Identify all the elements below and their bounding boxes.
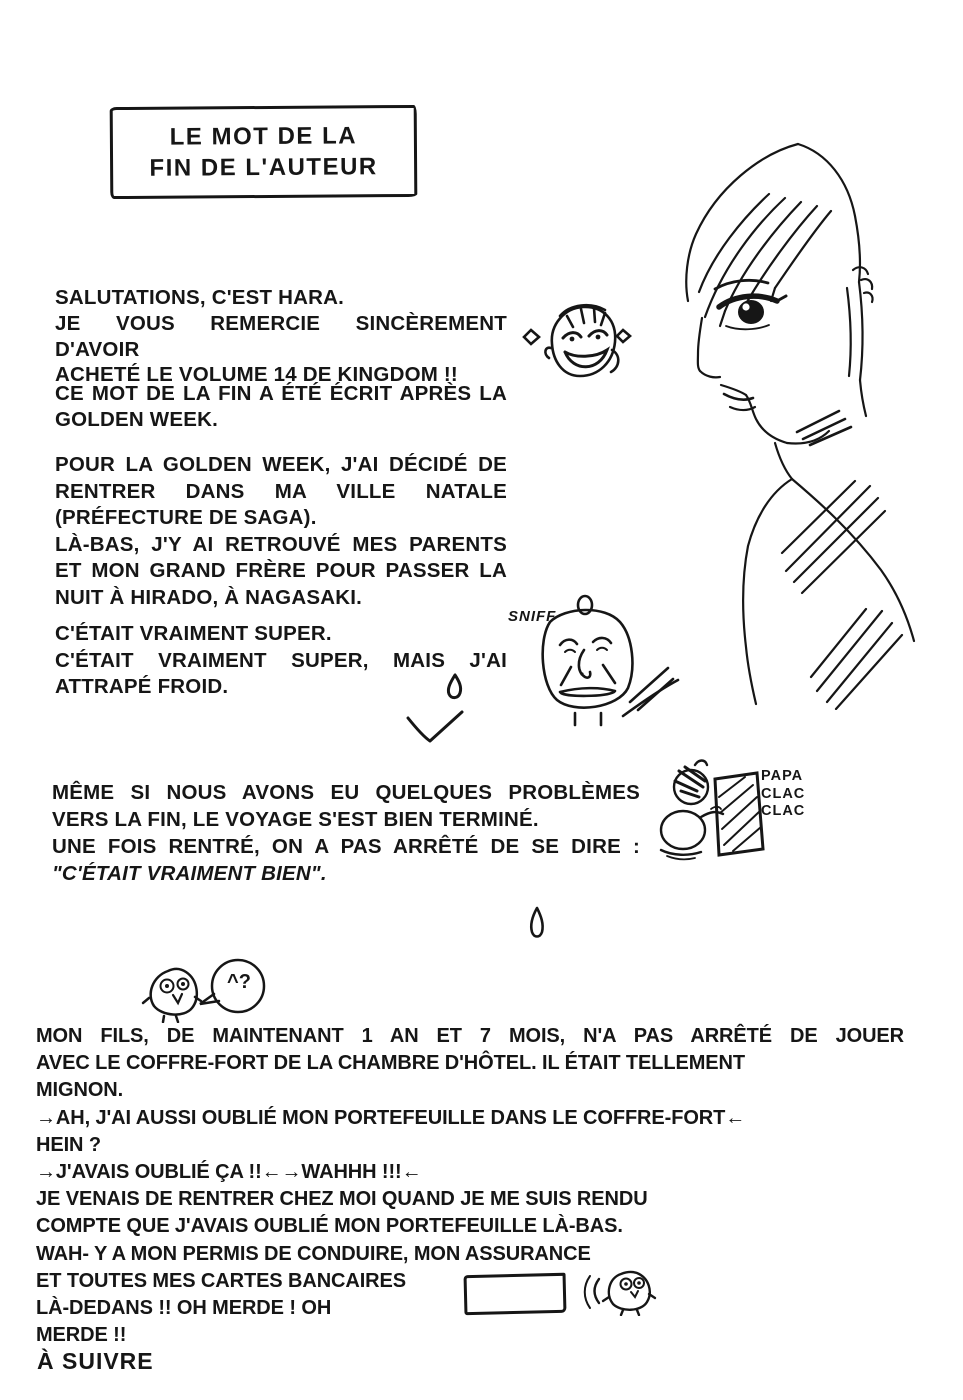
text-line: GOLDEN WEEK. <box>55 407 218 431</box>
text-line: →J'AVAIS OUBLIÉ ÇA !!←→WAHHH !!!← <box>36 1161 422 1184</box>
wallet-rectangle-doodle <box>464 1273 567 1315</box>
speech-bubble-text: ^? <box>227 971 251 993</box>
text-line: NUIT À HIRADO, À NAGASAKI. <box>55 585 363 609</box>
text-line: "C'ÉTAIT VRAIMENT BIEN". <box>52 862 327 885</box>
text-line: HEIN ? <box>36 1133 101 1156</box>
to-be-continued-label: À SUIVRE <box>37 1348 154 1374</box>
text-line: PAPA <box>761 768 804 784</box>
text-line: RENTRER DANS MA VILLE NATALE <box>55 479 507 503</box>
sniff-sfx-label: SNIFF <box>508 608 557 625</box>
text-line: POUR LA GOLDEN WEEK, J'AI DÉCIDÉ DE <box>55 453 507 476</box>
text-line: CE MOT DE LA FIN A ÉTÉ ÉCRIT APRÈS LA <box>55 382 507 405</box>
teardrop-and-check-doodle <box>400 668 470 748</box>
text-line: MÊME SI NOUS AVONS EU QUELQUES PROBLÈMES <box>52 781 640 804</box>
text-line: UNE FOIS RENTRÉ, ON A PAS ARRÊTÉ DE SE DIRE : <box>52 835 640 858</box>
text-line: C'ÉTAIT VRAIMENT SUPER. <box>55 622 332 645</box>
text-line: VERS LA FIN, LE VOYAGE S'EST BIEN TERMINÉ. <box>52 808 539 831</box>
text-line: MIGNON. <box>36 1079 124 1102</box>
paragraph-trip-home <box>55 452 507 612</box>
text-line: CLAC <box>761 785 806 802</box>
text-line: JE VENAIS DE RENTRER CHEZ MOI QUAND JE ME SUIS RENDU <box>36 1188 648 1211</box>
text-line: LE MOT DE LA <box>169 122 358 151</box>
text-line: COMPTE QUE J'AVAIS OUBLIÉ MON PORTEFEUILLE LÀ-BAS. <box>36 1215 623 1238</box>
grinning-face-doodle <box>515 292 665 400</box>
woman-profile-portrait-sketch <box>665 130 963 710</box>
paragraph-golden-week <box>55 381 507 433</box>
text-line: →AH, J'AI AUSSI OUBLIÉ MON PORTEFEUILLE DANS LE COFFRE-FORT← <box>36 1106 746 1129</box>
text-line: SALUTATIONS, C'EST HARA. <box>55 286 345 309</box>
teardrop-icon <box>527 906 545 942</box>
text-line: ACHETÉ LE VOLUME 14 DE KINGDOM !! <box>55 363 458 387</box>
running-chick-doodle <box>583 1266 661 1316</box>
text-line: C'ÉTAIT VRAIMENT SUPER, MAIS J'AI <box>55 648 507 672</box>
text-line: JE VOUS REMERCIE SINCÈREMENT D'AVOIR <box>55 311 507 361</box>
text-line: FIN DE L'AUTEUR <box>149 153 378 182</box>
toddler-safe-doodle <box>653 757 768 867</box>
text-line: ATTRAPÉ FROID. <box>55 675 229 699</box>
text-line: CLAC <box>761 803 806 819</box>
text-line: ET MON GRAND FRÈRE POUR PASSER LA <box>55 559 507 583</box>
text-line: AVEC LE COFFRE-FORT DE LA CHAMBRE D'HÔTEL. IL ÉTAIT TELLEMENT <box>36 1052 745 1075</box>
paragraph-greeting <box>55 285 507 388</box>
text-line: LÀ-BAS, J'Y AI RETROUVÉ MES PARENTS <box>55 532 507 556</box>
text-line: LÀ-DEDANS !! OH MERDE ! OH <box>36 1297 332 1320</box>
text-line: WAH- Y A MON PERMIS DE CONDUIRE, MON ASSURANCE <box>36 1242 591 1265</box>
text-line: MON FILS, DE MAINTENANT 1 AN ET 7 MOIS, N'A PAS ARRÊTÉ DE JOUER <box>36 1025 904 1047</box>
text-line: (PRÉFECTURE DE SAGA). <box>55 506 317 530</box>
text-line: ET TOUTES MES CARTES BANCAIRES <box>36 1269 406 1292</box>
paragraph-trip-ended <box>52 779 640 887</box>
papa-clac-clac-sfx-label <box>761 768 805 821</box>
title-box <box>110 105 418 199</box>
text-line: MERDE !! <box>36 1324 127 1347</box>
